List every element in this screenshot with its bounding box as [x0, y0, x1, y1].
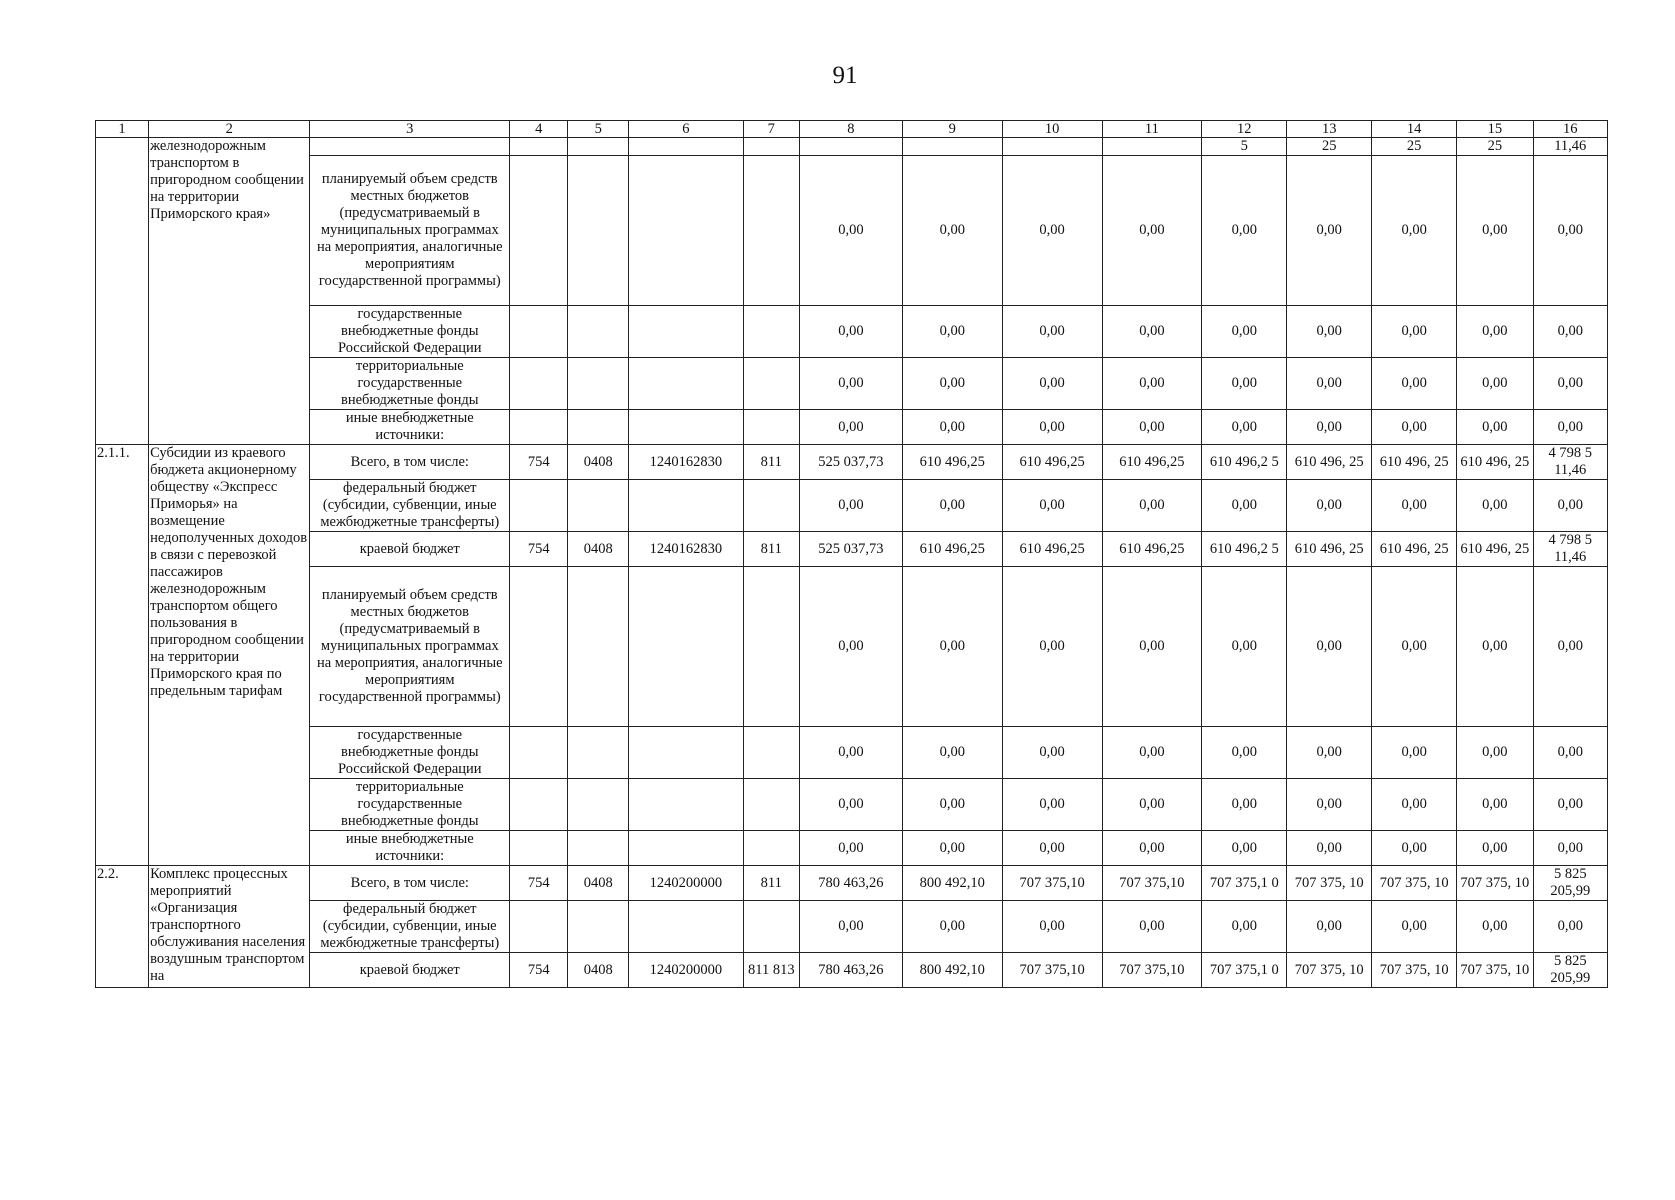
value-cell: 0,00 [1102, 156, 1202, 306]
value-cell: 0,00 [1202, 358, 1287, 410]
value-cell: 0,00 [1287, 410, 1372, 445]
empty-cell [510, 480, 568, 532]
value-cell: 0,00 [1533, 779, 1607, 831]
empty-cell [310, 138, 510, 156]
value-cell: 0,00 [1287, 901, 1372, 953]
table-row [96, 532, 1608, 567]
value-cell: 0,00 [799, 358, 902, 410]
description-cell: Субсидии из краевого бюджета акционерному обществу «Экспресс Приморья» на возмещение недополученных доходов в связи с перевозкой пассажиров железнодорожным транспортом общего пользования в пригородном сообщении на территории Приморского края по предельным тарифам [149, 445, 310, 866]
value-cell: 0,00 [1002, 727, 1102, 779]
value-cell: 780 463,26 [799, 953, 902, 988]
empty-cell [1002, 138, 1102, 156]
value-cell: 800 492,10 [902, 866, 1002, 901]
funding-source-cell: иные внебюджетные источники: [310, 410, 510, 445]
empty-cell [628, 410, 743, 445]
table-row [96, 953, 1608, 988]
table-row [96, 727, 1608, 779]
value-cell: 0,00 [1372, 156, 1457, 306]
value-cell: 0,00 [1287, 727, 1372, 779]
table-row [96, 138, 1608, 156]
empty-cell [510, 567, 568, 727]
value-cell: 525 037,73 [799, 445, 902, 480]
table-row [96, 306, 1608, 358]
funding-source-cell: Всего, в том числе: [310, 445, 510, 480]
budget-table [95, 120, 1608, 988]
funding-source-cell: государственные внебюджетные фонды Российской Федерации [310, 727, 510, 779]
value-cell: 610 496, 25 [1287, 445, 1372, 480]
value-cell: 610 496,25 [902, 445, 1002, 480]
code-cell: 1240162830 [628, 532, 743, 567]
empty-cell [628, 567, 743, 727]
empty-cell [628, 306, 743, 358]
row-number-cell: 2.1.1. [96, 445, 149, 866]
header-row [96, 121, 1608, 138]
value-cell: 25 [1372, 138, 1457, 156]
header-cell: 11 [1102, 121, 1202, 138]
table-row [96, 480, 1608, 532]
value-cell: 0,00 [902, 358, 1002, 410]
value-cell: 610 496,25 [1002, 445, 1102, 480]
header-cell: 13 [1287, 121, 1372, 138]
value-cell: 4 798 5 11,46 [1533, 445, 1607, 480]
empty-cell [628, 727, 743, 779]
value-cell: 707 375,10 [1102, 866, 1202, 901]
value-cell: 0,00 [1287, 480, 1372, 532]
empty-cell [743, 138, 799, 156]
value-cell: 0,00 [1457, 567, 1533, 727]
value-cell: 0,00 [902, 779, 1002, 831]
value-cell: 0,00 [1002, 831, 1102, 866]
value-cell: 0,00 [1202, 567, 1287, 727]
value-cell: 707 375, 10 [1372, 953, 1457, 988]
table-row [96, 901, 1608, 953]
value-cell: 610 496,25 [1002, 532, 1102, 567]
code-cell: 811 [743, 532, 799, 567]
value-cell: 610 496,25 [1102, 445, 1202, 480]
value-cell: 0,00 [1102, 831, 1202, 866]
header-cell: 1 [96, 121, 149, 138]
code-cell: 811 813 [743, 953, 799, 988]
header-cell: 9 [902, 121, 1002, 138]
table-row [96, 410, 1608, 445]
empty-cell [1102, 138, 1202, 156]
code-cell: 1240200000 [628, 953, 743, 988]
table-row [96, 866, 1608, 901]
value-cell: 0,00 [1372, 831, 1457, 866]
value-cell: 0,00 [1102, 779, 1202, 831]
value-cell: 610 496, 25 [1457, 532, 1533, 567]
empty-cell [568, 779, 629, 831]
value-cell: 0,00 [1372, 901, 1457, 953]
value-cell: 0,00 [1202, 831, 1287, 866]
value-cell: 707 375, 10 [1372, 866, 1457, 901]
funding-source-cell: планируемый объем средств местных бюджетов (предусматриваемый в муниципальных программах на мероприятия, аналогичные мероприятиям государственной программы) [310, 567, 510, 727]
empty-cell [628, 358, 743, 410]
value-cell: 707 375,10 [1102, 953, 1202, 988]
header-cell: 12 [1202, 121, 1287, 138]
value-cell: 0,00 [1372, 727, 1457, 779]
value-cell: 707 375,10 [1002, 866, 1102, 901]
code-cell: 754 [510, 445, 568, 480]
empty-cell [568, 727, 629, 779]
code-cell: 0408 [568, 953, 629, 988]
page-number: 91 [832, 62, 858, 89]
empty-cell [510, 901, 568, 953]
value-cell: 0,00 [1372, 567, 1457, 727]
row-number-cell [96, 138, 149, 445]
value-cell: 0,00 [1372, 779, 1457, 831]
header-cell: 8 [799, 121, 902, 138]
empty-cell [568, 156, 629, 306]
value-cell: 707 375,10 [1002, 953, 1102, 988]
value-cell: 0,00 [799, 567, 902, 727]
value-cell: 0,00 [1202, 727, 1287, 779]
value-cell: 0,00 [1457, 480, 1533, 532]
value-cell: 610 496, 25 [1372, 532, 1457, 567]
value-cell: 0,00 [1457, 306, 1533, 358]
value-cell: 0,00 [1533, 567, 1607, 727]
value-cell: 0,00 [1457, 410, 1533, 445]
value-cell: 0,00 [1533, 831, 1607, 866]
value-cell: 0,00 [1002, 410, 1102, 445]
value-cell: 0,00 [1457, 156, 1533, 306]
value-cell: 0,00 [1533, 156, 1607, 306]
value-cell: 707 375, 10 [1287, 953, 1372, 988]
description-cell: Комплекс процессных мероприятий «Организация транспортного обслуживания населения воздушным транспортом на [149, 866, 310, 988]
value-cell: 0,00 [1457, 779, 1533, 831]
empty-cell [743, 306, 799, 358]
header-cell: 14 [1372, 121, 1457, 138]
empty-cell [799, 138, 902, 156]
value-cell: 0,00 [902, 831, 1002, 866]
header-cell: 5 [568, 121, 629, 138]
value-cell: 0,00 [1287, 306, 1372, 358]
empty-cell [510, 138, 568, 156]
value-cell: 0,00 [1102, 567, 1202, 727]
value-cell: 0,00 [1002, 567, 1102, 727]
value-cell: 0,00 [902, 901, 1002, 953]
value-cell: 0,00 [799, 779, 902, 831]
value-cell: 0,00 [1002, 306, 1102, 358]
empty-cell [743, 480, 799, 532]
value-cell: 0,00 [1102, 727, 1202, 779]
value-cell: 0,00 [1002, 358, 1102, 410]
header-cell: 10 [1002, 121, 1102, 138]
empty-cell [568, 901, 629, 953]
value-cell: 0,00 [1372, 306, 1457, 358]
value-cell: 610 496, 25 [1372, 445, 1457, 480]
funding-source-cell: краевой бюджет [310, 532, 510, 567]
value-cell: 0,00 [902, 727, 1002, 779]
empty-cell [510, 779, 568, 831]
empty-cell [568, 831, 629, 866]
empty-cell [510, 306, 568, 358]
value-cell: 0,00 [799, 306, 902, 358]
code-cell: 811 [743, 866, 799, 901]
code-cell: 0408 [568, 866, 629, 901]
table-row [96, 156, 1608, 306]
value-cell: 0,00 [1533, 901, 1607, 953]
value-cell: 0,00 [1287, 831, 1372, 866]
value-cell: 0,00 [1202, 410, 1287, 445]
value-cell: 0,00 [799, 156, 902, 306]
value-cell: 0,00 [1372, 410, 1457, 445]
value-cell: 0,00 [799, 410, 902, 445]
value-cell: 0,00 [1002, 779, 1102, 831]
empty-cell [743, 901, 799, 953]
value-cell: 0,00 [1102, 306, 1202, 358]
funding-source-cell: Всего, в том числе: [310, 866, 510, 901]
funding-source-cell: федеральный бюджет (субсидии, субвенции, иные межбюджетные трансферты) [310, 480, 510, 532]
value-cell: 25 [1287, 138, 1372, 156]
value-cell: 707 375,1 0 [1202, 866, 1287, 901]
value-cell: 0,00 [1102, 410, 1202, 445]
empty-cell [568, 410, 629, 445]
value-cell: 0,00 [902, 306, 1002, 358]
empty-cell [743, 779, 799, 831]
value-cell: 610 496, 25 [1457, 445, 1533, 480]
empty-cell [510, 410, 568, 445]
value-cell: 0,00 [1002, 901, 1102, 953]
value-cell: 0,00 [799, 727, 902, 779]
empty-cell [568, 306, 629, 358]
value-cell: 780 463,26 [799, 866, 902, 901]
table-row [96, 567, 1608, 727]
header-cell: 6 [628, 121, 743, 138]
funding-source-cell: территориальные государственные внебюджетные фонды [310, 358, 510, 410]
empty-cell [568, 138, 629, 156]
code-cell: 754 [510, 953, 568, 988]
value-cell: 0,00 [1002, 480, 1102, 532]
value-cell: 11,46 [1533, 138, 1607, 156]
value-cell: 0,00 [799, 480, 902, 532]
value-cell: 707 375, 10 [1457, 953, 1533, 988]
value-cell: 610 496,25 [902, 532, 1002, 567]
empty-cell [510, 358, 568, 410]
value-cell: 0,00 [1287, 156, 1372, 306]
empty-cell [743, 831, 799, 866]
header-cell: 7 [743, 121, 799, 138]
empty-cell [510, 727, 568, 779]
header-cell: 3 [310, 121, 510, 138]
value-cell: 0,00 [1533, 727, 1607, 779]
empty-cell [743, 727, 799, 779]
value-cell: 0,00 [799, 831, 902, 866]
value-cell: 0,00 [1457, 901, 1533, 953]
table-row [96, 779, 1608, 831]
value-cell: 0,00 [1533, 306, 1607, 358]
value-cell: 610 496,25 [1102, 532, 1202, 567]
value-cell: 0,00 [1287, 358, 1372, 410]
value-cell: 0,00 [1457, 358, 1533, 410]
value-cell: 0,00 [1287, 567, 1372, 727]
empty-cell [743, 410, 799, 445]
empty-cell [743, 567, 799, 727]
empty-cell [568, 567, 629, 727]
funding-source-cell: краевой бюджет [310, 953, 510, 988]
value-cell: 5 825 205,99 [1533, 866, 1607, 901]
value-cell: 5 [1202, 138, 1287, 156]
value-cell: 0,00 [1533, 480, 1607, 532]
table-body [96, 121, 1608, 988]
value-cell: 800 492,10 [902, 953, 1002, 988]
header-cell: 15 [1457, 121, 1533, 138]
description-cell: железнодорожным транспортом в пригородном сообщении на территории Приморского края» [149, 138, 310, 445]
value-cell: 0,00 [799, 901, 902, 953]
empty-cell [628, 779, 743, 831]
value-cell: 0,00 [1533, 358, 1607, 410]
empty-cell [743, 156, 799, 306]
value-cell: 0,00 [1202, 480, 1287, 532]
value-cell: 525 037,73 [799, 532, 902, 567]
value-cell: 0,00 [1002, 156, 1102, 306]
empty-cell [902, 138, 1002, 156]
value-cell: 0,00 [1102, 358, 1202, 410]
header-cell: 16 [1533, 121, 1607, 138]
value-cell: 25 [1457, 138, 1533, 156]
value-cell: 707 375,1 0 [1202, 953, 1287, 988]
value-cell: 707 375, 10 [1457, 866, 1533, 901]
value-cell: 0,00 [1202, 779, 1287, 831]
empty-cell [510, 156, 568, 306]
funding-source-cell: федеральный бюджет (субсидии, субвенции, иные межбюджетные трансферты) [310, 901, 510, 953]
value-cell: 0,00 [902, 480, 1002, 532]
header-cell: 2 [149, 121, 310, 138]
code-cell: 811 [743, 445, 799, 480]
code-cell: 754 [510, 532, 568, 567]
empty-cell [628, 831, 743, 866]
value-cell: 5 825 205,99 [1533, 953, 1607, 988]
value-cell: 0,00 [1102, 901, 1202, 953]
empty-cell [628, 156, 743, 306]
funding-source-cell: иные внебюджетные источники: [310, 831, 510, 866]
value-cell: 0,00 [1202, 156, 1287, 306]
value-cell: 0,00 [902, 567, 1002, 727]
empty-cell [628, 138, 743, 156]
funding-source-cell: государственные внебюджетные фонды Российской Федерации [310, 306, 510, 358]
value-cell: 610 496,2 5 [1202, 445, 1287, 480]
empty-cell [510, 831, 568, 866]
value-cell: 0,00 [902, 156, 1002, 306]
code-cell: 1240162830 [628, 445, 743, 480]
value-cell: 610 496, 25 [1287, 532, 1372, 567]
code-cell: 754 [510, 866, 568, 901]
value-cell: 0,00 [1202, 901, 1287, 953]
value-cell: 0,00 [1457, 831, 1533, 866]
value-cell: 0,00 [1457, 727, 1533, 779]
code-cell: 0408 [568, 445, 629, 480]
empty-cell [743, 358, 799, 410]
table-row [96, 831, 1608, 866]
value-cell: 4 798 5 11,46 [1533, 532, 1607, 567]
funding-source-cell: территориальные государственные внебюджетные фонды [310, 779, 510, 831]
value-cell: 0,00 [1102, 480, 1202, 532]
code-cell: 1240200000 [628, 866, 743, 901]
value-cell: 0,00 [1372, 480, 1457, 532]
value-cell: 0,00 [1287, 779, 1372, 831]
table-row [96, 445, 1608, 480]
funding-source-cell: планируемый объем средств местных бюджетов (предусматриваемый в муниципальных программах на мероприятия, аналогичные мероприятиям государственной программы) [310, 156, 510, 306]
value-cell: 610 496,2 5 [1202, 532, 1287, 567]
header-cell: 4 [510, 121, 568, 138]
value-cell: 707 375, 10 [1287, 866, 1372, 901]
empty-cell [568, 480, 629, 532]
value-cell: 0,00 [1533, 410, 1607, 445]
code-cell: 0408 [568, 532, 629, 567]
value-cell: 0,00 [902, 410, 1002, 445]
value-cell: 0,00 [1202, 306, 1287, 358]
value-cell: 0,00 [1372, 358, 1457, 410]
empty-cell [628, 901, 743, 953]
empty-cell [628, 480, 743, 532]
row-number-cell: 2.2. [96, 866, 149, 988]
empty-cell [568, 358, 629, 410]
table-row [96, 358, 1608, 410]
